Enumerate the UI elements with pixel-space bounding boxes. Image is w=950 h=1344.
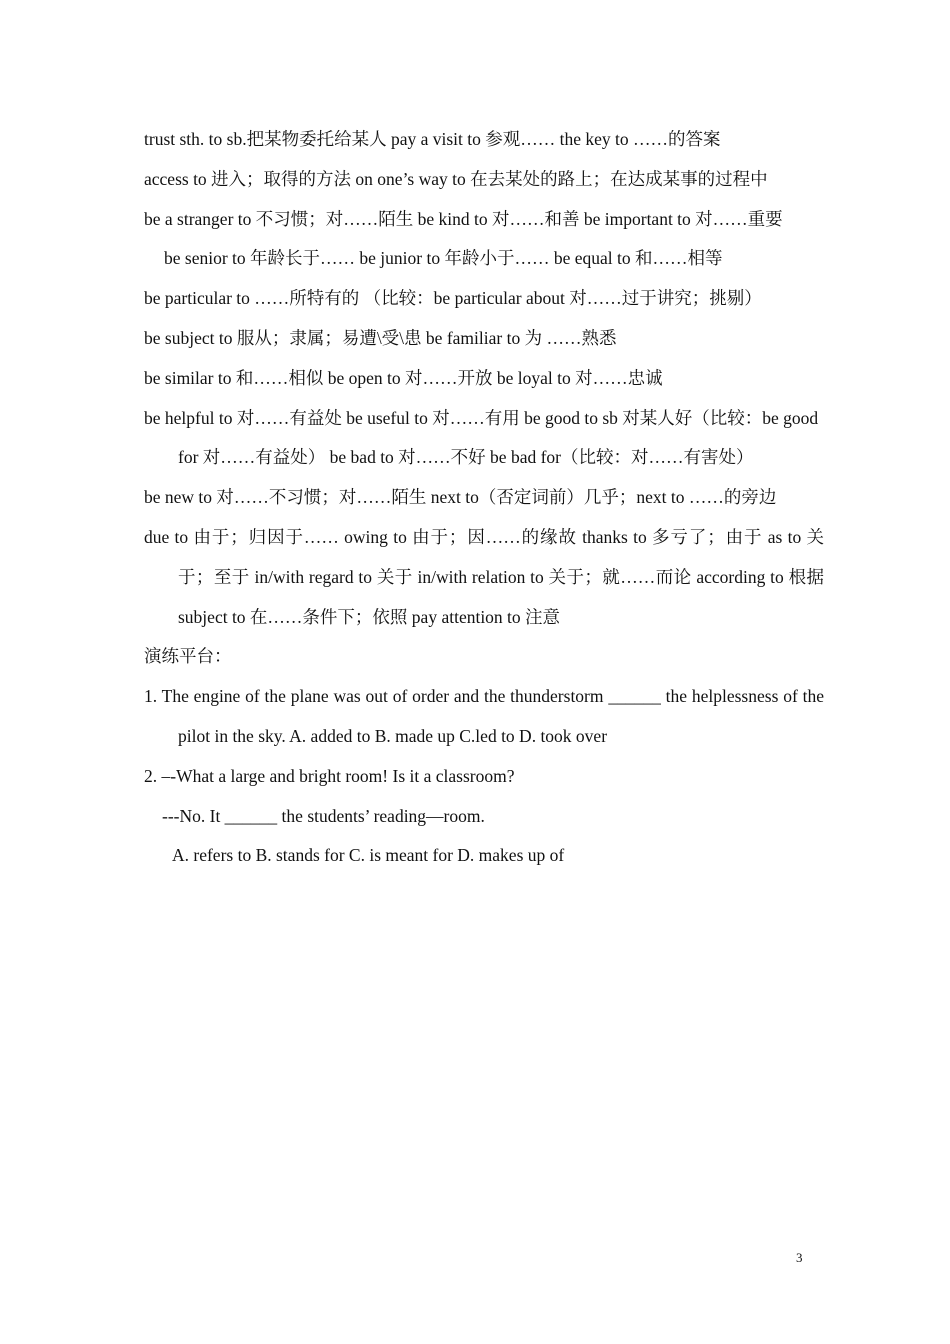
page-number: 3 bbox=[796, 1250, 803, 1265]
vocab-line-9: be new to 对……不习惯；对……陌生 next to（否定词前）几乎；next to ……的旁边 bbox=[144, 487, 777, 508]
exercise-question-2-options: A. refers to B. stands for C. is meant for D. makes up of bbox=[172, 845, 565, 866]
vocab-line-4-text: be senior to 年龄长于…… be junior to 年龄小于…… be equal to 和……相等 bbox=[164, 248, 723, 269]
vocab-line-5: be particular to ……所特有的 （比较：be particular about 对……过于讲究；挑剔） bbox=[144, 288, 762, 309]
vocab-line-8: be helpful to 对……有益处 be useful to 对……有用 be good to sb 对某人好（比较：be good for 对……有益处） be bad to 对……不好 be bad for（比较：对……有害处） bbox=[144, 407, 819, 468]
vocab-line-3: be a stranger to 不习惯；对……陌生 be kind to 对……和善 be important to 对……重要 bbox=[144, 208, 783, 229]
vocab-line-4 bbox=[144, 239, 824, 279]
exercise-question-1: 1. The engine of the plane was out of order and the thunderstorm ______ the helplessness of the pilot in the sky. A. added to B. made up C.led to D. took over bbox=[144, 686, 824, 746]
vocab-line-10: due to 由于；归因于…… owing to 由于；因……的缘故 thanks to 多亏了；由于 as to 关于；至于 in/with regard to 关于 in/with relation to 关于；就……而论 according to 根据 subject to 在……条件下；依照 pay attention to 注意 bbox=[144, 526, 824, 627]
exercise-question-2-reply: ---No. It ______ the students’ reading—room. bbox=[162, 805, 485, 826]
vocab-line-1: trust sth. to sb.把某物委托给某人 pay a visit to 参观…… the key to ……的答案 bbox=[144, 129, 721, 149]
vocab-line-2: access to 进入；取得的方法 on one’s way to 在去某处的路上；在达成某事的过程中 bbox=[144, 168, 768, 189]
exercise-heading: 演练平台： bbox=[144, 646, 232, 667]
vocab-line-6: be subject to 服从；隶属；易遭\受\患 be familiar to 为 ……熟悉 bbox=[144, 327, 617, 348]
exercise-question-2: 2. –-What a large and bright room! Is it a classroom? bbox=[144, 765, 515, 786]
vocab-line-7: be similar to 和……相似 be open to 对……开放 be loyal to 对……忠诚 bbox=[144, 367, 663, 388]
page-content bbox=[144, 120, 824, 876]
